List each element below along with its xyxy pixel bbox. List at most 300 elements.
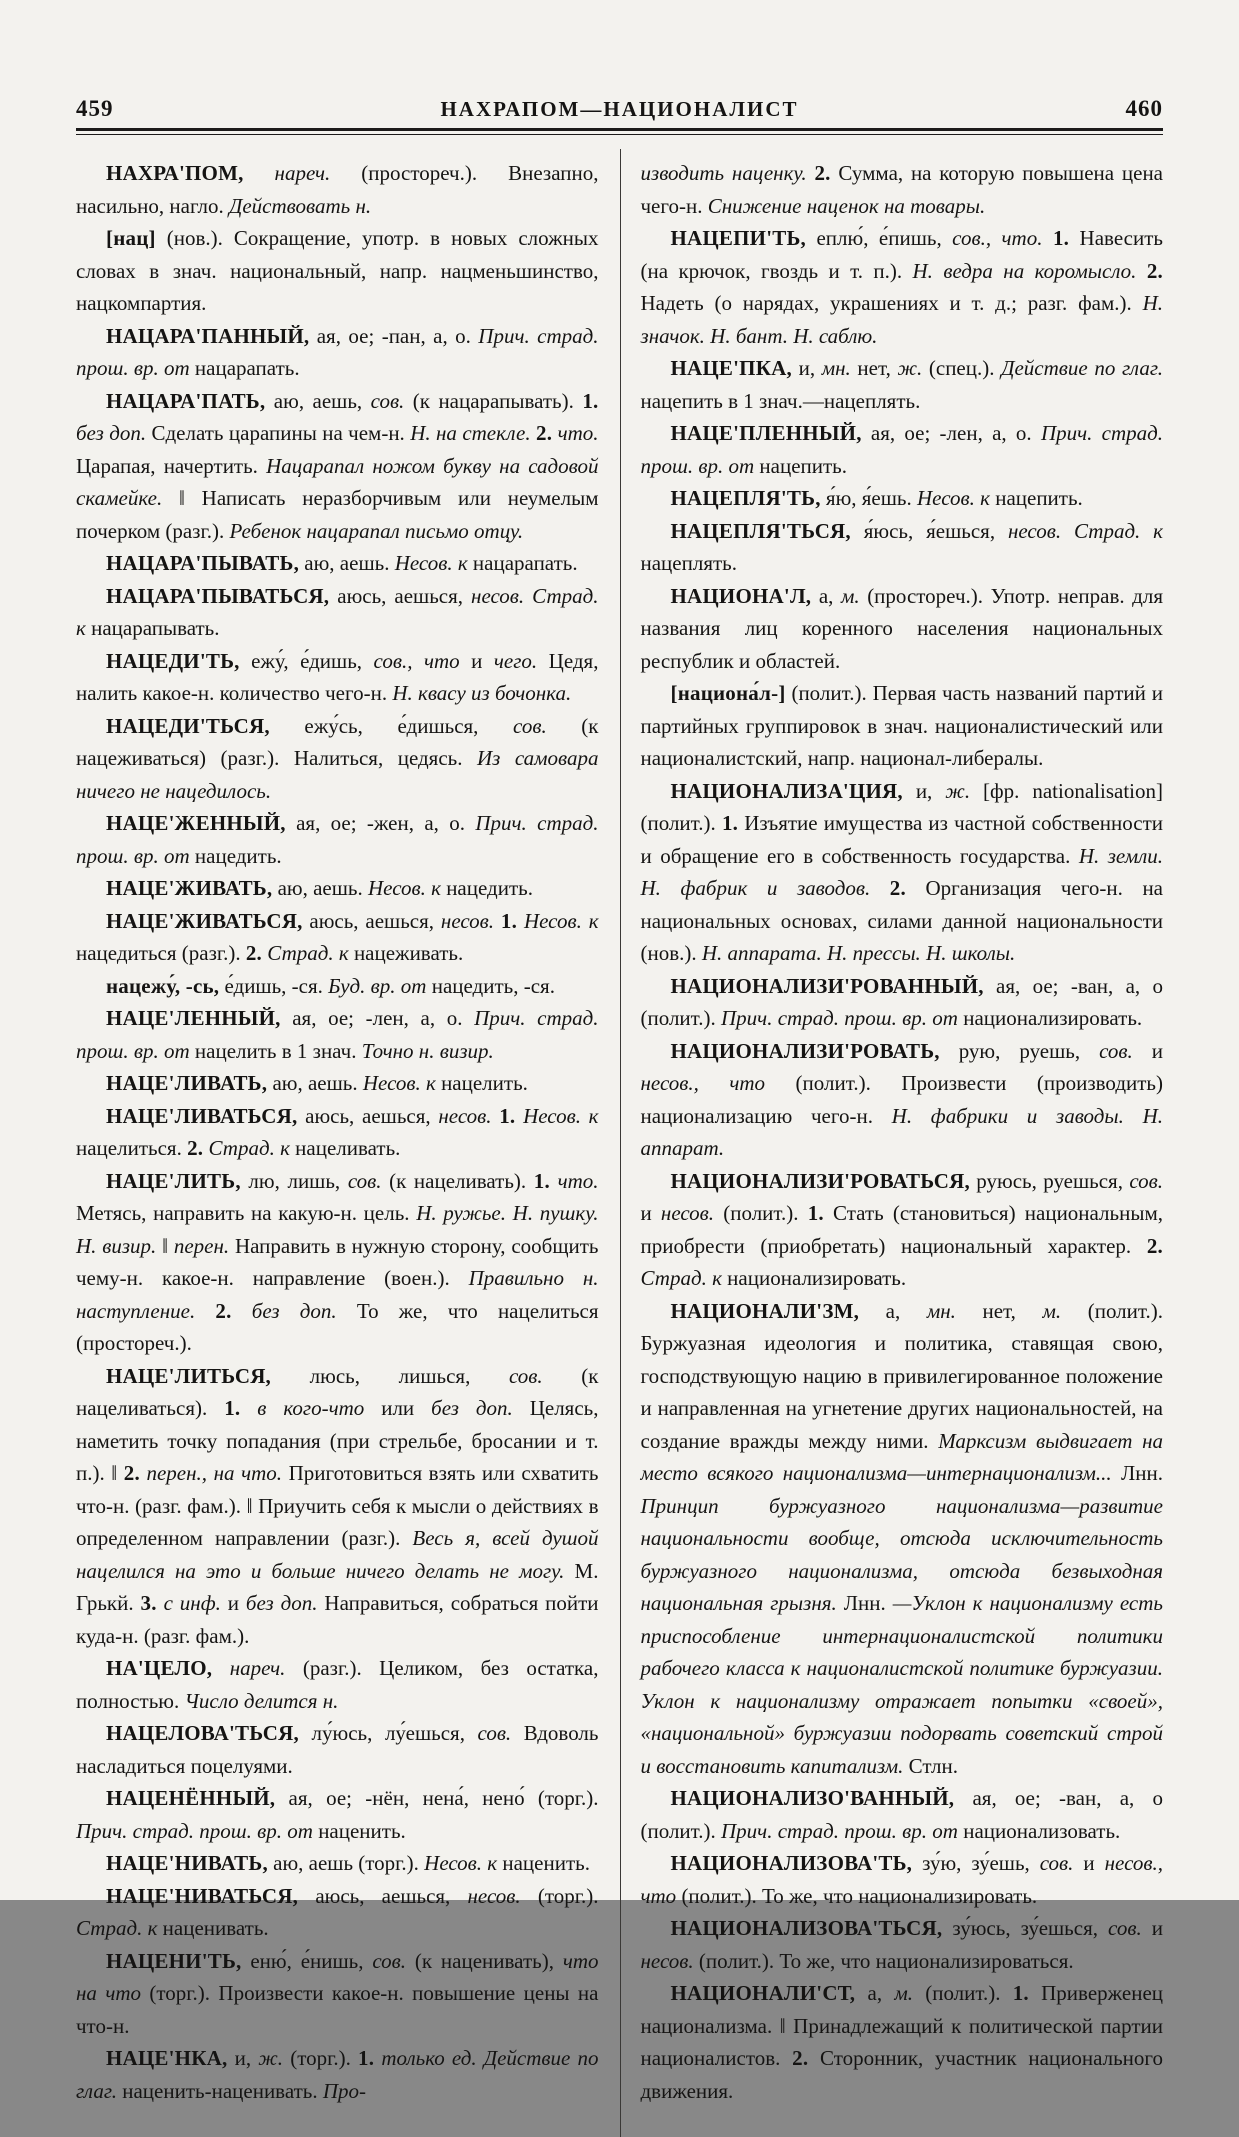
definition-text [195, 1299, 215, 1323]
definition-text: Метясь, направить на какую-н. цель. [76, 1201, 417, 1225]
grammar-note: сов. [477, 1721, 512, 1745]
grammar-note: Действие по глаг. [1001, 356, 1163, 380]
definition-text: и, [791, 356, 822, 380]
definition-text: (к нацеживаться) (разг.). Налиться, цедясь. [76, 713, 599, 770]
grammar-note: перен. [173, 1233, 230, 1258]
dictionary-entry [76, 1945, 599, 2043]
definition-text: еплю́, е́пишь, [806, 226, 953, 250]
definition-text: ая, ое; -нён, нена́, нено́ (торг.). [275, 1786, 599, 1810]
headword: НАЦИОНАЛИЗОВА'ТЬ, [670, 1851, 913, 1875]
grammar-note: сов., что. [952, 226, 1043, 250]
definition-text: Целясь, наметить точку попадания (при стрельбе, бросании и т. п.). ‖ [76, 1396, 599, 1485]
definition-text: (нов.). Сокращение, употр. в новых сложных словах в знач. национальный, напр. нацменьшинство, нацкомпартия. [76, 226, 599, 315]
grammar-note: без доп. [245, 1591, 318, 1615]
definition-text: рую, руешь, [939, 1038, 1100, 1063]
definition-text: ая, ое; -лен, а, о. [280, 1006, 475, 1030]
dictionary-entry [76, 1717, 599, 1782]
definition-text: Лнн. [836, 1591, 893, 1615]
definition-text [1061, 519, 1074, 543]
definition-text: нацелиться. [76, 1136, 188, 1160]
grammar-note: сов. [1108, 1916, 1142, 1940]
definition-text [515, 1104, 523, 1128]
definition-text: (торг.). [520, 1883, 599, 1908]
headword: нацежу́, -сь, [106, 973, 220, 998]
grammar-note: Несов. к [367, 876, 441, 900]
headword: НАЦАРА'ПЫВАТЬ, [106, 551, 300, 575]
grammar-note: с инф. [163, 1591, 221, 1615]
dictionary-entry [76, 1782, 599, 1847]
dictionary-entry [641, 1035, 1164, 1165]
headword: 1. [533, 1168, 550, 1193]
headword: НАХРА'ПОМ, [106, 161, 244, 185]
grammar-note: несов. [660, 1201, 715, 1225]
definition-text: аю, аешь. [272, 876, 368, 900]
headword: 1. [224, 1396, 241, 1420]
definition-text: ‖ [156, 1233, 174, 1258]
grammar-note: Буд. вр. от [328, 973, 427, 998]
definition-text: аюсь, аешься, [302, 908, 441, 933]
headword: НАЦЕПИ'ТЬ, [670, 226, 806, 250]
definition-text: нацедить, -ся. [426, 973, 555, 998]
headword: 1. [358, 2046, 375, 2070]
page-title: НАХРАПОМ—НАЦИОНАЛИСТ [440, 97, 799, 121]
definition-text: То же, что нацелиться (простореч.). [76, 1298, 599, 1355]
headword: НАЦИОНАЛИЗО'ВАННЫЙ, [670, 1786, 955, 1810]
definition-text: аю, аешь. [267, 1071, 363, 1095]
definition-text [212, 1656, 229, 1680]
headword: НАЦЕНИ'ТЬ, [106, 1948, 242, 1973]
definition-text: нацеливать. [289, 1136, 401, 1160]
grammar-note: нареч. [229, 1656, 286, 1680]
definition-text: Царапая, начертить. [76, 453, 267, 478]
definition-text: и [220, 1591, 246, 1615]
grammar-note: Число делится н. [184, 1688, 339, 1713]
headword: 1. [500, 908, 518, 933]
definition-text: и [1073, 1851, 1105, 1875]
dictionary-entry [641, 1295, 1164, 1783]
definition-text: национализировать. [721, 1266, 907, 1290]
dictionary-entry [641, 1912, 1164, 1977]
definition-text: нацарапывать. [85, 616, 220, 640]
definition-text: Направить в нужную сторону, сообщить чему-н. какое-н. направление (воен.). [76, 1233, 599, 1290]
headword: НАЦЕ'ЖИВАТЬСЯ, [106, 908, 303, 933]
headword: 2. [245, 941, 263, 965]
headword: НАЦЕ'НИВАТЬ, [106, 1851, 268, 1875]
definition-text: а, [859, 1298, 927, 1323]
headword: НАЦИОНАЛИ'ЗМ, [670, 1298, 860, 1323]
column-left [76, 157, 620, 2107]
headword: НАЦЕДИ'ТЬСЯ, [106, 713, 270, 738]
headword: НАЦИОНАЛИЗОВА'ТЬСЯ, [670, 1916, 943, 1940]
definition-text: ежу́, е́дишь, [239, 648, 374, 673]
grammar-note: Страд. к [640, 1266, 722, 1290]
text-columns [76, 157, 1163, 2107]
headword: 1. [721, 811, 739, 835]
grammar-note: сов. [1099, 1038, 1133, 1063]
definition-text: аю, аешь, [265, 388, 371, 413]
grammar-note: Нацарапал ножом букву на садовой скамейке. [76, 453, 599, 510]
header-rule [76, 128, 1163, 135]
grammar-note: мн. [821, 356, 851, 380]
dictionary-entry [76, 1100, 599, 1165]
definition-text: еню́, е́нишь, [241, 1948, 373, 1973]
headword: НАЦАРА'ПАТЬ, [106, 388, 266, 413]
definition-text: наценить. [497, 1851, 590, 1875]
definition-text: люсь, лишься, [271, 1363, 509, 1388]
definition-text: Навесить (на крючок, гвоздь и т. п.). [640, 226, 1163, 283]
definition-text: национализовать. [957, 1818, 1121, 1843]
definition-text: Лнн. [1111, 1461, 1163, 1485]
definition-text [494, 909, 501, 933]
grammar-note: Весь я, всей душой нацелился на это и больше ничего делать не могу. [76, 1526, 599, 1583]
dictionary-entry [76, 547, 599, 580]
definition-text: (торг.). Произвести какое-н. повышение цены на что-н. [76, 1981, 599, 2038]
grammar-note: Несов. к [523, 1103, 599, 1128]
grammar-note: Ребенок нацарапал письмо отцу. [229, 518, 524, 543]
headword: 2. [889, 876, 906, 900]
definition-text: М. Грькй. [76, 1558, 599, 1615]
definition-text: нацепить. [989, 486, 1083, 510]
grammar-note: сов. [1039, 1851, 1074, 1875]
definition-text: [фр. nationalisation] (полит.). [640, 778, 1163, 835]
headword: НАЦИОНАЛИЗИ'РОВАТЬСЯ, [670, 1168, 970, 1193]
grammar-note: что. [557, 1168, 599, 1193]
grammar-note: м. [1042, 1298, 1062, 1323]
definition-text: Сумма, на которую повышена цена чего-н. [640, 161, 1164, 218]
headword: НАЦЕ'НКА, [106, 2046, 228, 2070]
page-number-left: 459 [76, 96, 114, 121]
dictionary-entry [76, 1002, 599, 1067]
definition-text [517, 909, 524, 933]
grammar-note: ж. [258, 2046, 284, 2070]
definition-text: Сторонник, участник национального движения. [640, 2046, 1163, 2103]
grammar-note: Прич. страд. прош. вр. от [721, 1818, 958, 1843]
definition-text: я́ю, я́ешь. [820, 486, 917, 510]
dictionary-entry [76, 1165, 599, 1360]
grammar-note: несов. [467, 1883, 521, 1908]
headword: НАЦИОНАЛИЗИ'РОВАТЬ, [670, 1038, 940, 1063]
definition-text: наценить-наценивать. [117, 2078, 323, 2103]
grammar-note: что. [552, 421, 599, 445]
definition-text: ая, ое; -жен, а, о. [285, 811, 476, 835]
grammar-note: Несов. к [362, 1071, 436, 1095]
definition-text: а, [855, 1981, 895, 2005]
dictionary-entry [76, 385, 599, 548]
definition-text [1042, 226, 1052, 250]
dictionary-entry [76, 1847, 599, 1880]
headword: НАЦЕПЛЯ'ТЬ, [670, 486, 821, 510]
definition-text: (к нацеливаться). [76, 1363, 599, 1420]
dictionary-entry [641, 1847, 1164, 1912]
definition-text: зу́юсь, зу́ешься, [942, 1916, 1109, 1940]
dictionary-entry [76, 580, 599, 645]
definition-text: нет, [955, 1298, 1043, 1323]
dictionary-entry [76, 645, 599, 710]
grammar-note: м. [894, 1981, 913, 2005]
definition-text: аю, аешь (торг.). [267, 1851, 425, 1875]
headword: НАЦАРА'ПАННЫЙ, [106, 323, 310, 348]
definition-text [1136, 259, 1146, 283]
headword: НА'ЦЕЛО, [106, 1656, 213, 1680]
definition-text: национализировать. [957, 1006, 1143, 1030]
dictionary-entry [76, 807, 599, 872]
grammar-note: перен., на что. [146, 1461, 283, 1485]
headword: 1. [582, 388, 599, 413]
definition-text: ая, ое; -пан, а, о. [309, 323, 479, 348]
dictionary-entry [641, 1165, 1164, 1295]
dictionary-entry [76, 872, 599, 905]
headword: 2. [215, 1298, 232, 1323]
headword: НАЦИОНА'Л, [670, 583, 812, 608]
headword: 2. [123, 1461, 140, 1485]
grammar-note: что на что [76, 1948, 599, 2005]
definition-text: Стать (становиться) национальным, приобрести (приобретать) национальный характер. [640, 1201, 1163, 1258]
dictionary-entry [76, 1067, 599, 1100]
definition-text: нацедиться (разг.). [76, 941, 246, 965]
grammar-note: несов. [438, 1103, 492, 1128]
definition-text: нацарапать. [467, 551, 578, 575]
definition-text: Изъятие имущества из частной собственности и обращение его в собственность государства. [640, 811, 1163, 868]
grammar-note: несов. [1007, 518, 1062, 543]
definition-text: лу́юсь, лу́ешься, [298, 1721, 478, 1745]
definition-text: ежу́сь, е́дишься, [269, 713, 514, 738]
grammar-note: Страд. к [208, 1136, 290, 1160]
definition-text: (торг.). [283, 2046, 359, 2070]
dictionary-entry [641, 1977, 1164, 2107]
column-right [620, 157, 1164, 2107]
headword: НАЦЕДИ'ТЬ, [106, 648, 240, 673]
grammar-note: Прич. страд. прош. вр. от [640, 421, 1164, 478]
dictionary-entry [641, 515, 1164, 580]
definition-text: наценить. [312, 1818, 406, 1843]
dictionary-entry [76, 1880, 599, 1945]
definition-text: (полит.). [912, 1981, 1013, 2005]
grammar-note: нареч. [243, 161, 331, 185]
definition-text: нацедить. [189, 843, 282, 868]
definition-text: наценивать. [157, 1916, 269, 1940]
headword: НАЦЕ'ЛИВАТЬ, [106, 1071, 268, 1095]
definition-text: Надеть (о нарядах, украшениях и т. д.; разг. фам.). [640, 291, 1143, 315]
grammar-note: мн. [926, 1298, 956, 1323]
headword: НАЦЕПЛЯ'ТЬСЯ, [670, 518, 851, 543]
grammar-note: несов. [640, 1948, 694, 1973]
grammar-note: несов. Страд. к [76, 583, 599, 640]
definition-text: Приготовиться взять или схватить что-н. (разг. фам.). ‖ Приучить себя к мысли о действиях в определенном направлении (разг.). [76, 1461, 599, 1550]
definition-text: лю, лишь, [240, 1168, 348, 1193]
definition-text: нет, [850, 356, 898, 380]
definition-text: Сделать царапины на чем-н. [146, 421, 411, 445]
definition-text: (полит.). То же, что национализироваться. [693, 1948, 1074, 1973]
dictionary-entry [641, 970, 1164, 1035]
dictionary-entry [76, 905, 599, 970]
grammar-note: сов. [1129, 1168, 1163, 1193]
headword: НАЦИОНАЛИЗИ'РОВАННЫЙ, [670, 973, 984, 998]
grammar-note: Страд. к [267, 941, 349, 965]
definition-text: нацепить. [754, 453, 847, 478]
headword: НАЦЕНЁННЫЙ, [106, 1786, 276, 1810]
grammar-note: Про- [322, 2078, 367, 2103]
definition-text: аю, аешь. [299, 551, 395, 575]
definition-text: Организация чего-н. на национальных основах, силами данной национальности (нов.). [640, 876, 1163, 965]
dictionary-entry [76, 1360, 599, 1653]
definition-text: (спец.). [922, 356, 1002, 380]
grammar-note: —Уклон к национализму есть приспособление интернационалистской политики рабочего класса к националистской политике буржуазии. Уклон к национализму отражает попытки «своей», «национальной» буржуазии подорвать советский строй и восстановить капитализм. [640, 1591, 1163, 1778]
dictionary-entry [641, 482, 1164, 515]
definition-text: нацелить. [435, 1071, 528, 1095]
grammar-note: Н. ружье. Н. пушку. Н. визир. [76, 1201, 599, 1258]
grammar-note: Марксизм выдвигает на место всякого национализма—интернационализм... [640, 1428, 1163, 1485]
definition-text: Приверженец национализма. ‖ Принадлежащий к политической партии националистов. [640, 1981, 1164, 2070]
definition-text: зу́ю, зу́ешь, [912, 1851, 1040, 1875]
headword: 1. [499, 1103, 516, 1128]
grammar-note: Страд. к [1073, 518, 1164, 543]
headword: НАЦАРА'ПЫВАТЬСЯ, [106, 583, 330, 608]
headword: НАЦИОНАЛИ'СТ, [670, 1981, 856, 2005]
dictionary-entry [641, 352, 1164, 417]
headword: 2. [536, 421, 553, 445]
headword: [национа́л-] [670, 681, 786, 705]
grammar-note: Принцип буржуазного национализма—развитие национальности вообще, отсюда исключительность буржуазного национализма, отсюда безвыходная национальная грызня. [640, 1493, 1163, 1615]
definition-text: (к нацеливать). [381, 1168, 534, 1193]
definition-text: а, [811, 583, 841, 608]
definition-text: и [459, 648, 494, 673]
grammar-note: сов. [508, 1363, 543, 1388]
grammar-note: Несов. к [917, 486, 990, 510]
headword: НАЦЕ'ЛИТЬСЯ, [106, 1363, 272, 1388]
dictionary-entry [76, 320, 599, 385]
definition-text: (простореч.). Употр. неправ. для названия лиц коренного населения национальных республик и областей. [640, 583, 1163, 673]
definition-text [232, 1299, 252, 1323]
grammar-note: Страд. к [76, 1916, 158, 1940]
grammar-note: м. [840, 583, 860, 608]
grammar-note: Прич. страд. прош. вр. от [76, 323, 599, 380]
definition-text: (разг.). Целиком, без остатка, полностью. [76, 1656, 599, 1713]
definition-text: (к нацарапывать). [404, 388, 583, 413]
definition-text: аюсь, аешься, [329, 583, 472, 608]
definition-text [870, 876, 890, 900]
grammar-note: несов., что [640, 1071, 766, 1095]
definition-text: нацелить в 1 знач. [189, 1038, 362, 1063]
dictionary-entry [641, 677, 1164, 775]
definition-text: (к наценивать), [406, 1948, 563, 1973]
dictionary-entry [76, 970, 599, 1003]
grammar-note: Прич. страд. прош. вр. от [721, 1006, 958, 1030]
headword: НАЦЕ'ЖЕННЫЙ, [106, 811, 286, 835]
definition-text: ая, ое; -ван, а, о (полит.). [640, 973, 1163, 1030]
grammar-note: Действовать н. [229, 193, 372, 218]
definition-text: Цедя, налить какое-н. количество чего-н. [76, 648, 599, 705]
grammar-note: без доп. [251, 1298, 337, 1323]
grammar-note: Прич. страд. прош. вр. от [76, 811, 599, 868]
dictionary-entry [76, 2042, 599, 2107]
definition-text: нацарапать. [189, 356, 300, 380]
grammar-note: Прич. страд. прош. вр. от [76, 1818, 313, 1843]
grammar-note: в кого-что [257, 1396, 365, 1420]
grammar-note: несов. [440, 908, 495, 933]
grammar-note: Н. аппарата. Н. прессы. Н. школы. [701, 941, 1016, 965]
definition-text: (полит.). [714, 1201, 808, 1225]
headword: 2. [187, 1136, 204, 1160]
headword: 1. [1012, 1981, 1029, 2005]
grammar-note: без доп. [431, 1396, 513, 1420]
definition-text: и [640, 1201, 661, 1225]
headword: НАЦЕ'НИВАТЬСЯ, [106, 1883, 299, 1908]
grammar-note: Н. значок. Н. бант. Н. саблю. [640, 291, 1163, 348]
definition-text [157, 1591, 164, 1615]
headword: 2. [814, 161, 831, 185]
grammar-note: только ед. Действие по глаг. [76, 2046, 599, 2103]
grammar-note: Из самовара ничего не нацедилось. [76, 746, 599, 803]
definition-text: и, [227, 2046, 259, 2070]
dictionary-entry [641, 157, 1164, 222]
definition-text [550, 1169, 558, 1193]
grammar-note: Правильно н. наступление. [76, 1266, 599, 1323]
grammar-note: Снижение наценок на товары. [707, 193, 986, 218]
grammar-note: без доп. [76, 421, 147, 445]
headword: НАЦЕ'ПКА, [670, 356, 792, 380]
headword: НАЦЕ'ЛИВАТЬСЯ, [106, 1103, 298, 1128]
definition-text: Вдоволь насладиться поцелуями. [76, 1721, 599, 1778]
definition-text: (полит.). Первая часть названий партий и партийных группировок в знач. националистический или националистский, напр. национал-либералы. [640, 681, 1163, 770]
headword: 3. [140, 1591, 157, 1615]
dictionary-entry [641, 417, 1164, 482]
headword: 1. [807, 1201, 824, 1225]
grammar-note: чего. [493, 648, 538, 673]
grammar-note: Прич. страд. прош. вр. от [76, 1006, 599, 1063]
definition-text: нацедить. [440, 876, 533, 900]
grammar-note: изводить наценку. [640, 161, 807, 185]
dictionary-entry [76, 222, 599, 320]
definition-text: Направиться, собраться пойти куда-н. (разг. фам.). [76, 1591, 599, 1648]
definition-text: аюсь, аешься, [298, 1883, 468, 1908]
column-divider [620, 149, 621, 2137]
definition-text: и, [902, 778, 946, 803]
definition-text: Стлн. [903, 1753, 958, 1778]
definition-text: нацеживать. [348, 941, 464, 965]
headword: НАЦЕЛОВА'ТЬСЯ, [106, 1721, 299, 1745]
grammar-note: Н. фабрики и заводы. Н. аппарат. [640, 1103, 1164, 1160]
grammar-note: сов. [372, 1948, 407, 1973]
definition-text: (простореч.). Внезапно, насильно, нагло. [76, 161, 599, 218]
grammar-note: Точно н. визир. [361, 1038, 494, 1063]
definition-text: нацеплять. [640, 551, 737, 575]
dictionary-entry [76, 710, 599, 808]
grammar-note: Несов. к [523, 908, 599, 933]
definition-text: и [1141, 1916, 1163, 1940]
grammar-note: Несов. к [394, 551, 468, 575]
grammar-note: Несов. к [424, 1851, 498, 1875]
page-number-right: 460 [1125, 96, 1163, 121]
definition-text: ая, ое; -лен, а, о. [861, 421, 1041, 445]
dictionary-entry [641, 222, 1164, 352]
headword: НАЦЕ'ЛЕННЫЙ, [106, 1006, 281, 1030]
dictionary-entry [641, 580, 1164, 678]
definition-text [240, 1396, 257, 1420]
headword: НАЦИОНАЛИЗА'ЦИЯ, [670, 778, 903, 803]
headword: НАЦЕ'ЖИВАТЬ, [106, 876, 273, 900]
definition-text: (полит.). То же, что национализировать. [676, 1883, 1038, 1908]
running-head [76, 96, 1163, 122]
grammar-note: несов., что [640, 1851, 1163, 1908]
headword: НАЦЕ'ПЛЕННЫЙ, [670, 421, 862, 445]
dictionary-entry [76, 157, 599, 222]
definition-text: ая, ое; -ван, а, о (полит.). [640, 1786, 1163, 1843]
grammar-note: сов., что [373, 648, 460, 673]
definition-text: аюсь, аешься, [297, 1103, 439, 1128]
definition-text: я́юсь, я́ешься, [850, 518, 1008, 543]
dictionary-entry [641, 1782, 1164, 1847]
grammar-note: Н. квасу из бочонка. [392, 681, 572, 705]
